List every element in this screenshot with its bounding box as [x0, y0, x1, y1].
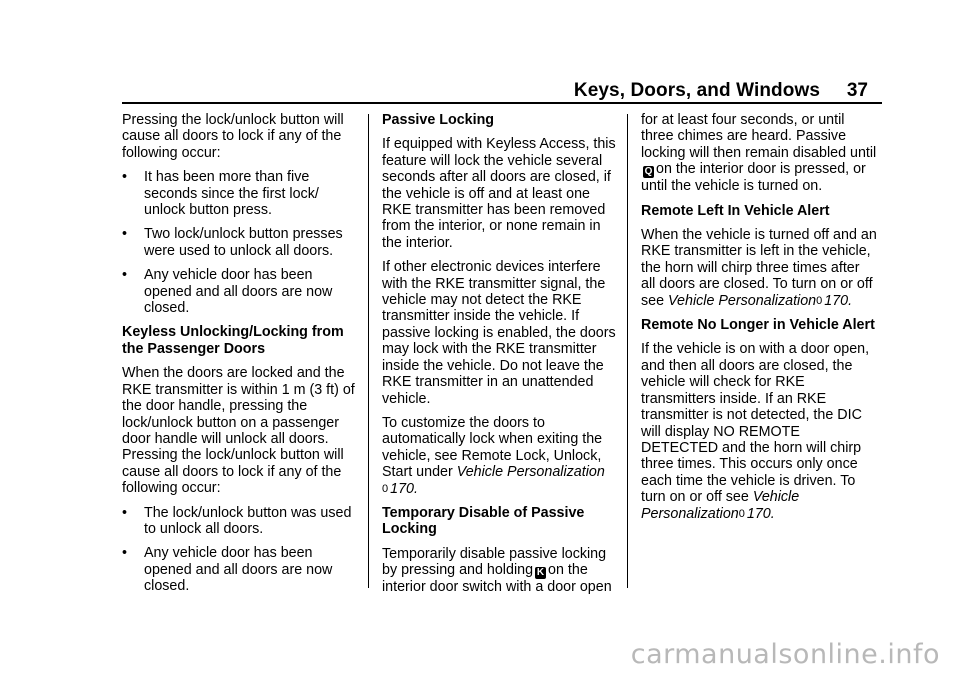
paragraph-text: Temporarily disable passive locking by pressing and holding: [382, 545, 607, 579]
column-2: [382, 112, 618, 604]
list-item-text: The lock/unlock button was used to unlock all doors.: [144, 504, 352, 537]
header-rule: [122, 102, 882, 104]
list-item: [122, 226, 358, 259]
page-ref-icon: 0: [382, 482, 389, 495]
cross-reference-link[interactable]: Vehicle Personalization: [641, 489, 800, 522]
column-divider: [368, 114, 369, 588]
unlock-button-icon: Q: [644, 166, 653, 178]
paragraph-text: on the interior door switch with a door open: [382, 562, 612, 596]
paragraph: When the doors are locked and the RKE transmitter is within 1 m (3 ft) of the door handle, pressing the lock/unlock button on a passenger door handle will unlock all doors. Pressing the lock/unlock button will cause all doors to lock if any of the following occur:: [122, 365, 355, 497]
list-item-text: Two lock/unlock button presses were used to unlock all doors.: [144, 226, 343, 259]
column-1: [122, 112, 358, 603]
paragraph: If other electronic devices interfere with the RKE transmitter signal, the vehicle may not detect the RKE transmitter inside the vehicle. If passive locking is enabled, the doors may lock with the RKE transmitter inside the vehicle. Do not leave the RKE transmitter in an unattended vehicle.: [382, 259, 616, 407]
section-title: Keys, Doors, and Windows: [573, 80, 820, 101]
bullet-icon: •: [122, 169, 128, 186]
list-item: [122, 169, 358, 218]
bullet-icon: •: [122, 226, 128, 243]
paragraph: Pressing the lock/unlock button will cause all doors to lock if any of the following occur:: [122, 112, 344, 161]
page-reference[interactable]: 170: [390, 480, 414, 497]
subheading: Passive Locking: [382, 112, 495, 128]
page-number: 37: [846, 80, 868, 101]
page-ref-icon: 0: [816, 294, 823, 307]
bullet-icon: •: [122, 504, 128, 521]
paragraph: When the vehicle is turned off and an RKE transmitter is left in the vehicle, the horn will chirp three times after all doors are closed. To turn on or off see Vehicle Personalization0 170.: [641, 227, 877, 309]
list-item-text: Any vehicle door has been opened and all doors are now closed.: [144, 267, 333, 317]
paragraph-text: When the vehicle is turned off and an RKE transmitter is left in the vehicle, the horn will chirp three times after all doors are closed. To turn on or off see: [641, 227, 877, 309]
page-reference[interactable]: 170: [746, 505, 771, 522]
list-item-text: It has been more than five seconds since the first lock/ unlock button press.: [144, 169, 319, 219]
paragraph: [641, 112, 877, 195]
paragraph-text: To customize the doors to automatically lock when exiting the vehicle, see Remote Lock, Unlock, Start under: [382, 414, 603, 481]
watermark: carmanualsonline.info: [630, 639, 940, 670]
list-item: [122, 505, 358, 538]
paragraph-text: for at least four seconds, or until three chimes are heard. Passive locking will then remain disabled until: [641, 112, 877, 161]
paragraph: [382, 546, 618, 596]
cross-reference-link[interactable]: Vehicle Personalization: [456, 464, 605, 481]
subheading: Remote Left In Vehicle Alert: [641, 202, 830, 219]
paragraph: If the vehicle is on with a door open, and then all doors are closed, the vehicle will check for RKE transmitters inside. If an RKE transmitter is not detected, the DIC will display NO REMOTE DETECTED and the horn will chirp three times. This occurs only once each time the vehicle is driven. To turn on or off see Vehicle Personalization0 170.: [641, 341, 870, 522]
page-reference[interactable]: 170: [824, 292, 849, 309]
list-item: [122, 545, 358, 594]
subheading: Remote No Longer in Vehicle Alert: [641, 317, 875, 334]
lock-button-icon: K: [536, 567, 545, 579]
paragraph-text: If the vehicle is on with a door open, and then all doors are closed, the vehicle will check for RKE transmitters inside. If an RKE transmitter is not detected, the DIC will display NO REMOTE DETECTED and the horn will chirp three times. This occurs only once each time the vehicle is driven. To turn on or off see: [641, 341, 870, 506]
page-ref-icon: 0: [738, 507, 745, 520]
subheading: Temporary Disable of Passive Locking: [382, 504, 585, 538]
page-header: [0, 80, 960, 110]
list-item-text: Any vehicle door has been opened and all doors are now closed.: [144, 545, 333, 595]
column-3: [641, 112, 877, 530]
paragraph: If equipped with Keyless Access, this feature will lock the vehicle several seconds after all doors are closed, if the vehicle is off and at least one RKE transmitter has been removed from the interior, or none remain in the interior.: [382, 136, 616, 251]
bullet-icon: •: [122, 267, 128, 284]
subheading: Keyless Unlocking/Locking from the Passenger Doors: [122, 324, 344, 357]
bullet-icon: •: [122, 545, 128, 562]
list-item: [122, 267, 358, 316]
cross-reference-link[interactable]: Vehicle Personalization: [668, 292, 817, 309]
paragraph: To customize the doors to automatically lock when exiting the vehicle, see Remote Lock, Unlock, Start under Vehicle Personalization 0 170.: [382, 414, 605, 497]
column-divider: [627, 114, 628, 588]
paragraph-text: on the interior door is pressed, or until the vehicle is turned on.: [641, 161, 866, 195]
